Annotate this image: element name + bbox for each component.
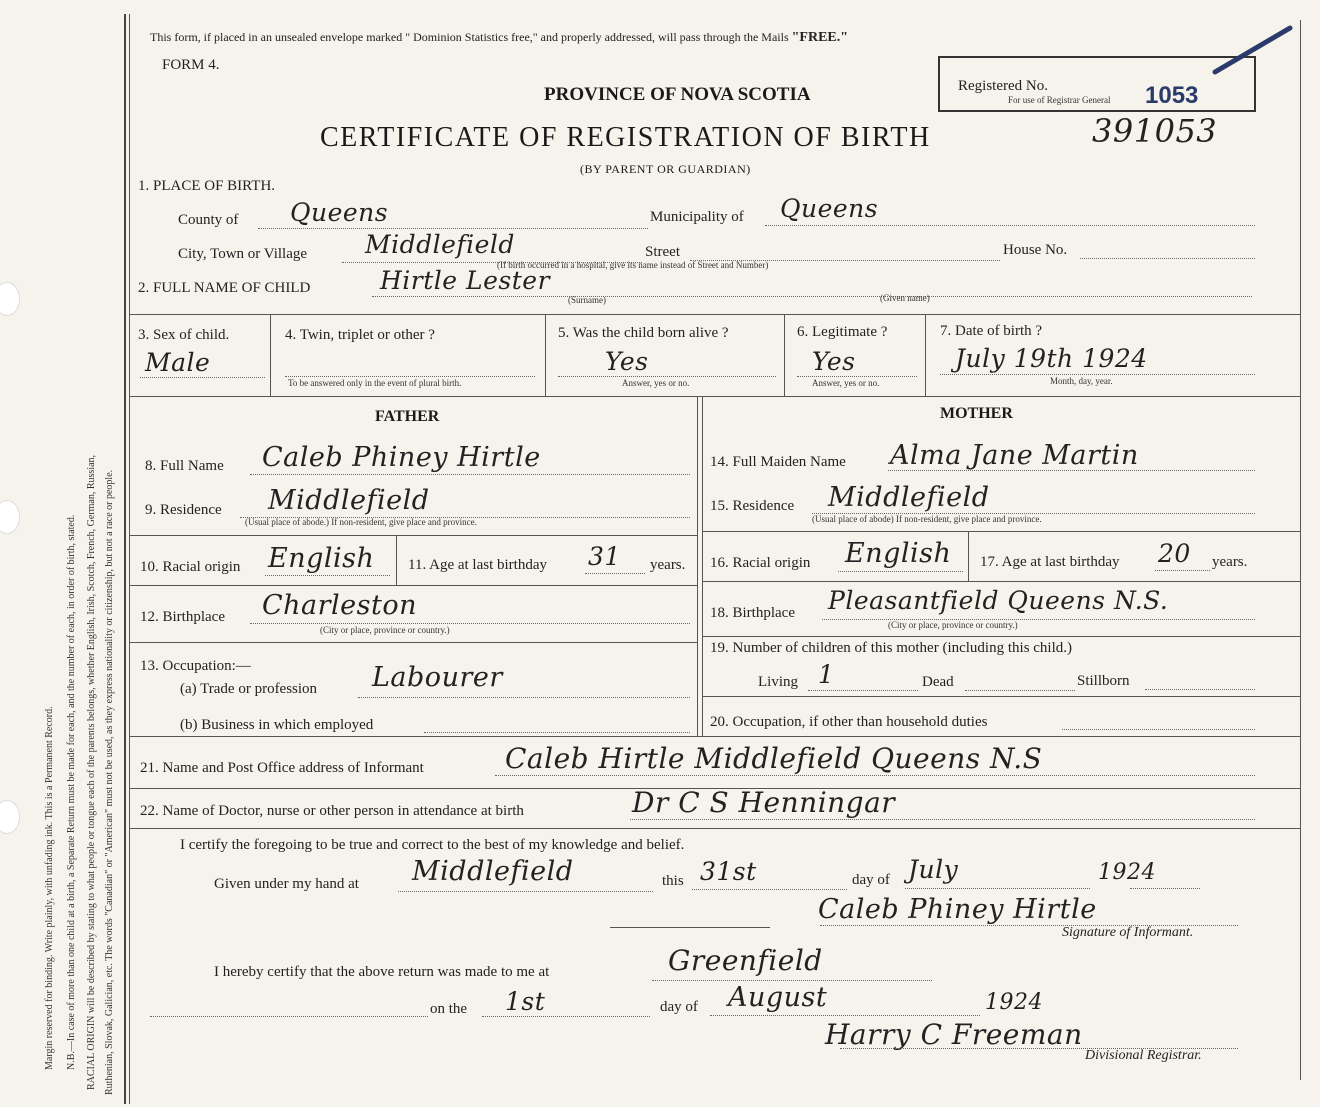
- county-value: Queens: [290, 198, 389, 227]
- legitimate-label: 6. Legitimate ?: [797, 324, 888, 340]
- sex-label: 3. Sex of child.: [138, 327, 230, 343]
- living-value: 1: [818, 660, 835, 689]
- registered-number-box: [938, 56, 1256, 112]
- county-label: County of: [178, 212, 239, 228]
- father-age-label: 11. Age at last birthday: [408, 557, 547, 573]
- father-birthplace-value: Charleston: [262, 590, 418, 621]
- mother-residence-value: Middlefield: [828, 482, 990, 513]
- mother-residence-note: (Usual place of abode) If non-resident, give place and province.: [812, 514, 1042, 524]
- place-of-birth-label: 1. PLACE OF BIRTH.: [138, 178, 276, 194]
- mother-birthplace-label: 18. Birthplace: [710, 605, 795, 621]
- father-heading: FATHER: [375, 408, 440, 425]
- city-value: Middlefield: [365, 230, 515, 259]
- father-trade-value: Labourer: [372, 662, 503, 693]
- dead-label: Dead: [922, 674, 954, 690]
- margin-note: Ruthenian, Slovak, Galician, etc. The words "Canadian" or "American" must not be used, as they express nationality or citizenship, but not a race or people.: [104, 469, 115, 1095]
- on-the-label: on the: [430, 1001, 468, 1017]
- certificate-title: CERTIFICATE OF REGISTRATION OF BIRTH: [320, 122, 931, 153]
- born-alive-label: 5. Was the child born alive ?: [558, 325, 729, 341]
- given-under-label: Given under my hand at: [214, 876, 359, 892]
- father-birthplace-note: (City or place, province or country.): [320, 625, 450, 635]
- border-left-inner: [129, 14, 130, 1104]
- margin-note: N.B.—In case of more than one child at a birth, a Separate Return must be made for each, and the number of each, in order of birth, stated.: [66, 514, 77, 1070]
- father-age-years: years.: [650, 557, 686, 573]
- certificate-subtitle: (BY PARENT OR GUARDIAN): [580, 162, 751, 176]
- mother-birthplace-value: Pleasantfield Queens N.S.: [828, 586, 1169, 615]
- surname-caption: (Surname): [568, 295, 606, 305]
- city-label: City, Town or Village: [178, 246, 308, 262]
- municipality-value: Queens: [780, 194, 879, 223]
- informant-value: Caleb Hirtle Middlefield Queens N.S: [505, 742, 1043, 775]
- mother-age-value: 20: [1158, 539, 1191, 568]
- mother-name-value: Alma Jane Martin: [890, 440, 1139, 471]
- father-business-label: (b) Business in which employed: [180, 717, 374, 733]
- margin-note: RACIAL ORIGIN will be described by stating to what people or tongue each of the parents belongs, whether English, Irish, Scotch, French, German, Russian,: [86, 454, 97, 1090]
- registration-day-of-label: day of: [660, 999, 698, 1015]
- binding-hole: [0, 282, 20, 316]
- father-occupation-label: 13. Occupation:—: [140, 658, 251, 674]
- year-value: 1924: [1098, 860, 1156, 885]
- attendant-label: 22. Name of Doctor, nurse or other person in attendance at birth: [140, 803, 524, 819]
- house-no-label: House No.: [1003, 242, 1068, 258]
- mother-heading: MOTHER: [940, 405, 1013, 422]
- born-alive-value: Yes: [605, 347, 649, 376]
- margin-note: Margin reserved for binding. Write plainly, with unfading ink. This is a Permanent Record.: [44, 706, 55, 1070]
- mother-occupation-label: 20. Occupation, if other than household duties: [710, 714, 988, 730]
- stillborn-label: Stillborn: [1077, 673, 1130, 689]
- father-age-value: 31: [588, 542, 621, 571]
- form-number: FORM 4.: [162, 57, 220, 73]
- father-residence-label: 9. Residence: [145, 502, 222, 518]
- registered-no-label: Registered No.: [958, 78, 1048, 94]
- father-race-value: English: [268, 543, 375, 574]
- born-alive-note: Answer, yes or no.: [622, 378, 690, 388]
- child-name-label: 2. FULL NAME OF CHILD: [138, 280, 311, 296]
- birth-date-label: 7. Date of birth ?: [940, 323, 1043, 339]
- father-name-value: Caleb Phiney Hirtle: [262, 442, 541, 473]
- month-value: July: [908, 855, 959, 884]
- informant-signature-caption: Signature of Informant.: [1062, 925, 1194, 940]
- father-birthplace-label: 12. Birthplace: [140, 609, 225, 625]
- registration-place-value: Greenfield: [668, 944, 823, 977]
- birth-date-value: July 19th 1924: [955, 344, 1148, 373]
- municipality-label: Municipality of: [650, 209, 744, 225]
- mother-race-value: English: [845, 538, 952, 569]
- ink-stroke-icon: [1210, 20, 1300, 80]
- registered-stamp: 1053: [1145, 82, 1199, 109]
- father-race-label: 10. Racial origin: [140, 559, 241, 575]
- certificate-number: 391053: [1092, 112, 1218, 150]
- mother-age-years: years.: [1212, 554, 1248, 570]
- border-right: [1300, 20, 1301, 1080]
- mother-race-label: 16. Racial origin: [710, 555, 811, 571]
- given-name-caption: (Given name): [880, 293, 930, 303]
- plural-birth-label: 4. Twin, triplet or other ?: [285, 327, 435, 343]
- registration-month-value: August: [728, 982, 828, 1013]
- attendant-value: Dr C S Henningar: [632, 786, 896, 819]
- mother-birthplace-note: (City or place, province or country.): [888, 620, 1018, 630]
- registration-day-value: 1st: [505, 987, 546, 1016]
- informant-label: 21. Name and Post Office address of Informant: [140, 760, 424, 776]
- street-label: Street: [645, 244, 680, 260]
- binding-hole: [0, 500, 20, 534]
- registrar-caption: Divisional Registrar.: [1085, 1048, 1202, 1063]
- hospital-note: (If birth occurred in a hospital, give its name instead of Street and Number): [497, 260, 769, 270]
- registrar-use-note: For use of Registrar General: [1008, 95, 1111, 105]
- mother-name-label: 14. Full Maiden Name: [710, 454, 846, 470]
- living-label: Living: [758, 674, 798, 690]
- registration-year-value: 1924: [985, 990, 1043, 1015]
- legitimate-note: Answer, yes or no.: [812, 378, 880, 388]
- this-day-value: 31st: [700, 857, 757, 886]
- registrar-signature: Harry C Freeman: [825, 1018, 1083, 1051]
- day-of-label: day of: [852, 872, 890, 888]
- informant-signature: Caleb Phiney Hirtle: [818, 894, 1097, 925]
- registrar-statement: I hereby certify that the above return was made to me at: [214, 964, 550, 980]
- certify-statement: I certify the foregoing to be true and correct to the best of my knowledge and belief.: [180, 837, 685, 853]
- given-place-value: Middlefield: [412, 856, 574, 887]
- father-residence-value: Middlefield: [268, 485, 430, 516]
- father-name-label: 8. Full Name: [145, 458, 224, 474]
- border-left: [124, 14, 126, 1104]
- legitimate-value: Yes: [812, 347, 856, 376]
- mother-residence-label: 15. Residence: [710, 498, 795, 514]
- father-residence-note: (Usual place of abode.) If non-resident, give place and province.: [245, 517, 477, 527]
- binding-hole: [0, 800, 20, 834]
- province-heading: PROVINCE OF NOVA SCOTIA: [544, 84, 811, 105]
- children-count-label: 19. Number of children of this mother (including this child.): [710, 640, 1073, 656]
- mail-note: This form, if placed in an unsealed envelope marked " Dominion Statistics free," and properly addressed, will pass through the Mails "FREE.": [150, 30, 849, 45]
- this-label: this: [662, 873, 684, 889]
- sex-value: Male: [145, 348, 211, 377]
- mother-age-label: 17. Age at last birthday: [980, 554, 1120, 570]
- plural-birth-note: To be answered only in the event of plural birth.: [288, 378, 462, 388]
- birth-date-note: Month, day, year.: [1050, 376, 1113, 386]
- child-name-value: Hirtle Lester: [380, 266, 551, 295]
- father-trade-label: (a) Trade or profession: [180, 681, 318, 697]
